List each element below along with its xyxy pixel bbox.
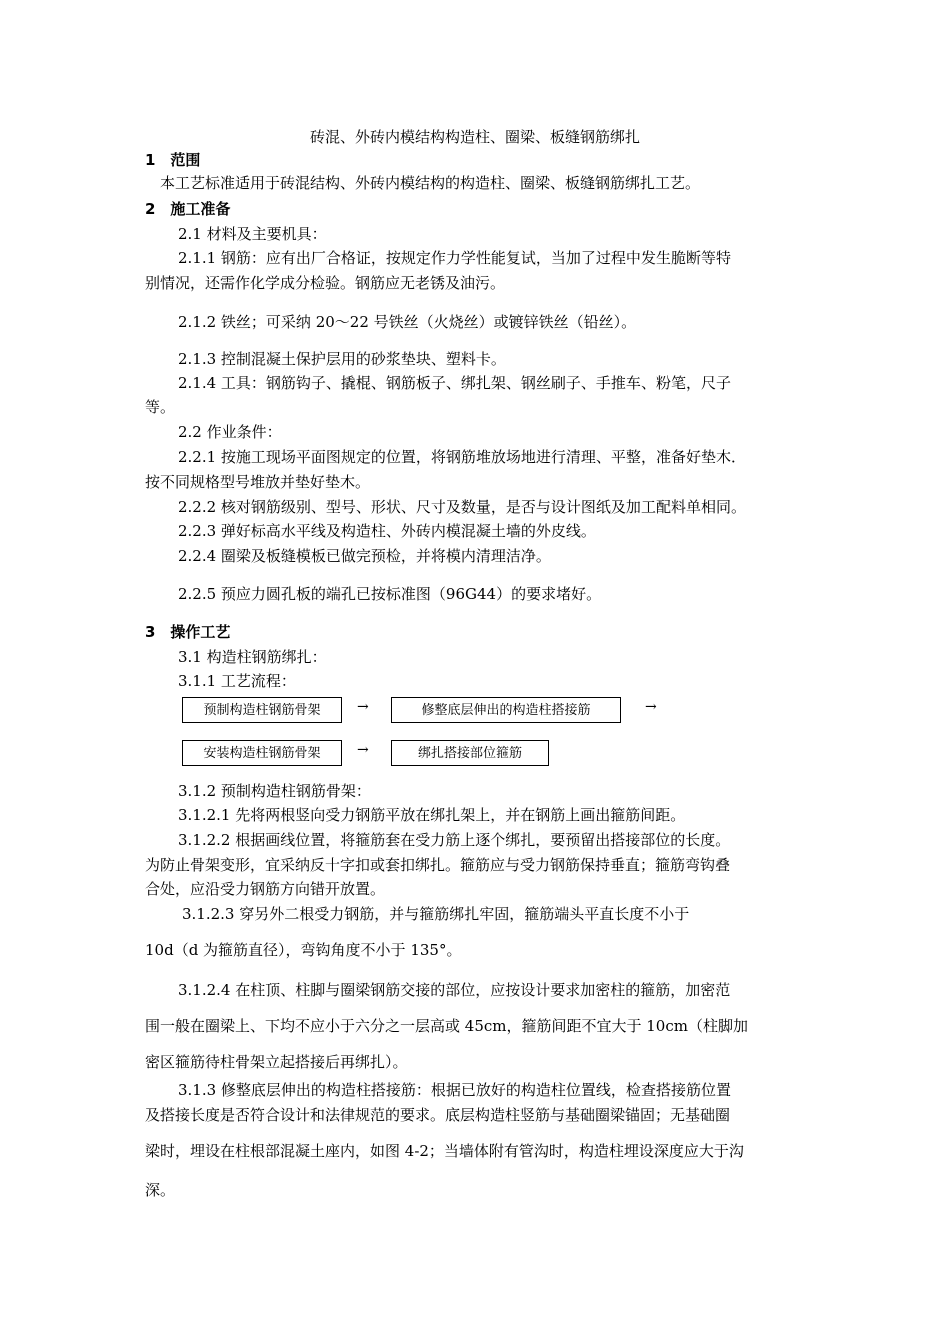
section-heading-preparation: 2 施工准备 — [145, 200, 231, 218]
flow-arrow-icon: → — [357, 742, 369, 758]
paragraph-3-1-2-4-line1: 3.1.2.4 在柱顶、柱脚与圈梁钢筋交接的部位，应按设计要求加密柱的箍筋，加密范 — [178, 981, 731, 999]
paragraph-3-1-2: 3.1.2 预制构造柱钢筋骨架： — [178, 782, 371, 800]
flow-step-trim-lap-bars: 修整底层伸出的构造柱搭接筋 — [391, 697, 621, 723]
paragraph-2-1-4-line1: 2.1.4 工具：钢筋钩子、撬棍、钢筋板子、绑扎架、钢丝刷子、手推车、粉笔，尺子 — [178, 374, 731, 392]
paragraph-2-2-1-line1: 2.2.1 按施工现场平面图规定的位置，将钢筋堆放场地进行清理、平整，准备好垫木． — [178, 448, 746, 466]
paragraph-3-1-2-2-line3: 合处，应沿受力钢筋方向错开放置。 — [145, 880, 386, 898]
paragraph-3-1-2-4-line2: 围一般在圈梁上、下均不应小于六分之一层高或 45cm，箍筋间距不宜大于 10cm（柱脚加 — [145, 1017, 748, 1035]
paragraph-3-1-2-4-line3: 密区箍筋待柱骨架立起搭接后再绑扎）。 — [145, 1053, 408, 1071]
paragraph-3-1-2-3-line2: 10d（d 为箍筋直径），弯钩角度不小于 135°。 — [145, 941, 462, 959]
paragraph-3-1-3-line3: 梁时，埋设在柱根部混凝土座内，如图 4-2；当墙体附有管沟时，构造柱埋设深度应大于沟 — [145, 1142, 744, 1160]
flow-step-tie-stirrups: 绑扎搭接部位箍筋 — [391, 740, 549, 766]
subsection-2-2: 2.2 作业条件： — [178, 423, 282, 441]
paragraph-2-1-1-line2: 别情况，还需作化学成分检验。钢筋应无老锈及油污。 — [145, 274, 506, 292]
paragraph-3-1-1: 3.1.1 工艺流程： — [178, 672, 296, 690]
paragraph-2-2-4: 2.2.4 圈梁及板缝模板已做完预检，并将模内清理洁净。 — [178, 547, 551, 565]
paragraph-3-1-3-line4: 深。 — [145, 1181, 176, 1199]
flow-step-prefabricate-cage: 预制构造柱钢筋骨架 — [182, 697, 342, 723]
paragraph-2-2-2: 2.2.2 核对钢筋级别、型号、形状、尺寸及数量，是否与设计图纸及加工配料单相同。 — [178, 498, 746, 516]
flow-arrow-icon: → — [357, 699, 369, 715]
paragraph-3-1-3-line2: 及搭接长度是否符合设计和法律规范的要求。底层构造柱竖筋与基础圈梁锚固；无基础圈 — [145, 1106, 731, 1124]
page-title: 砖混、外砖内模结构构造柱、圈梁、板缝钢筋绑扎 — [309, 128, 640, 146]
paragraph-2-2-5: 2.2.5 预应力圆孔板的端孔已按标准图（96G44）的要求堵好。 — [178, 585, 602, 603]
paragraph-2-1-2: 2.1.2 铁丝；可采纳 20～22 号铁丝（火烧丝）或镀锌铁丝（铅丝）。 — [178, 313, 637, 331]
paragraph-3-1-3-line1: 3.1.3 修整底层伸出的构造柱搭接筋：根据已放好的构造柱位置线，检查搭接筋位置 — [178, 1081, 731, 1099]
paragraph-3-1-2-2-line1: 3.1.2.2 根据画线位置，将箍筋套在受力筋上逐个绑扎，要预留出搭接部位的长度。 — [178, 831, 731, 849]
flow-arrow-icon: → — [645, 699, 657, 715]
paragraph-2-2-1-line2: 按不同规格型号堆放并垫好垫木。 — [145, 473, 371, 491]
paragraph-3-1-2-2-line2: 为防止骨架变形，宜采纳反十字扣或套扣绑扎。箍筋应与受力钢筋保持垂直；箍筋弯钩叠 — [145, 856, 731, 874]
paragraph-3-1-2-3-line1: 3.1.2.3 穿另外二根受力钢筋，并与箍筋绑扎牢固，箍筋端头平直长度不小于 — [182, 905, 690, 923]
paragraph-3-1-2-1: 3.1.2.1 先将两根竖向受力钢筋平放在绑扎架上，并在钢筋上画出箍筋间距。 — [178, 806, 686, 824]
subsection-3-1: 3.1 构造柱钢筋绑扎： — [178, 648, 327, 666]
flow-step-install-cage: 安装构造柱钢筋骨架 — [182, 740, 342, 766]
paragraph-2-1-3: 2.1.3 控制混凝土保护层用的砂浆垫块、塑料卡。 — [178, 350, 506, 368]
section-heading-process: 3 操作工艺 — [145, 623, 231, 641]
paragraph-scope: 本工艺标准适用于砖混结构、外砖内模结构的构造柱、圈梁、板缝钢筋绑扎工艺。 — [160, 174, 701, 192]
subsection-2-1: 2.1 材料及主要机具： — [178, 225, 327, 243]
paragraph-2-1-1-line1: 2.1.1 钢筋：应有出厂合格证，按规定作力学性能复试，当加了过程中发生脆断等特 — [178, 249, 731, 267]
paragraph-2-2-3: 2.2.3 弹好标高水平线及构造柱、外砖内模混凝土墙的外皮线。 — [178, 522, 596, 540]
paragraph-2-1-4-line2: 等。 — [145, 398, 176, 416]
section-heading-scope: 1 范围 — [145, 151, 201, 169]
